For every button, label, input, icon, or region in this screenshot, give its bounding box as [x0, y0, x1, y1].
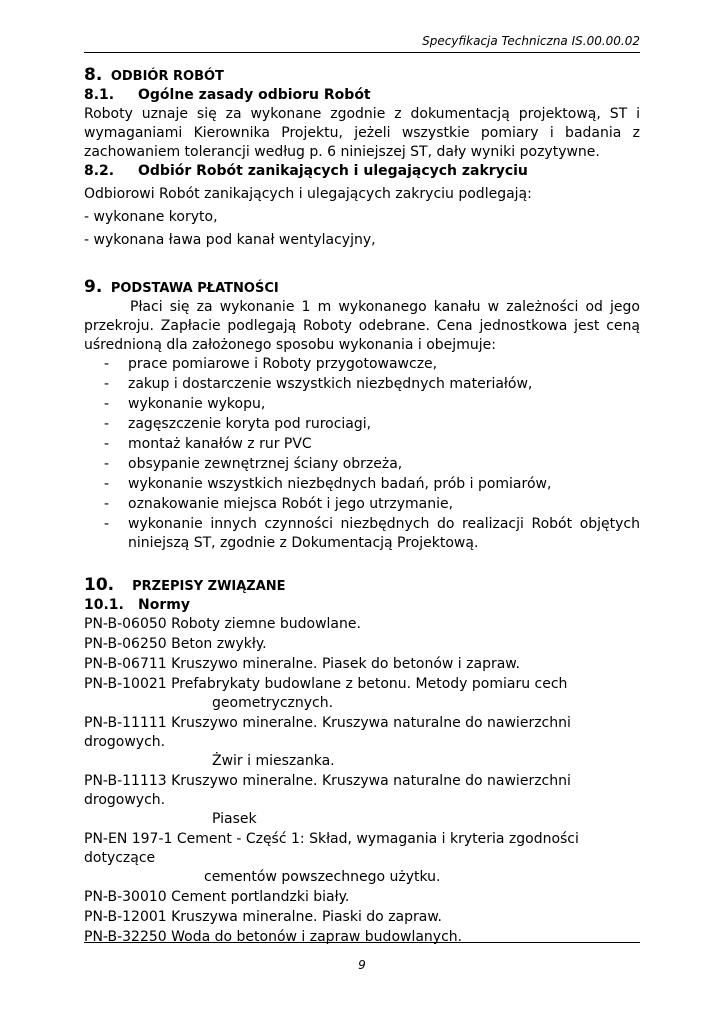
- norm-line: PN-B-11113 Kruszywo mineralne. Kruszywa naturalne do nawierzchni drogowych.: [84, 773, 571, 808]
- section-10-1-heading: [84, 596, 640, 615]
- section-8-number: 8.: [84, 65, 103, 85]
- section-8-2-intro: Odbiorowi Robót zanikających i ulegających zakryciu podlegają:: [84, 186, 532, 202]
- document-body: [84, 66, 640, 948]
- norm-line: PN-B-06711 Kruszywo mineralne. Piasek do betonów i zapraw.: [84, 656, 520, 672]
- norm-entry: [84, 714, 640, 771]
- norm-line: PN-B-30010 Cement portlandzki biały.: [84, 889, 350, 905]
- norm-continuation: geometrycznych.: [212, 695, 334, 711]
- norm-entry: [84, 772, 640, 829]
- norm-entry: [84, 928, 640, 947]
- section-8-1-title: Ogólne zasady odbioru Robót: [138, 87, 371, 103]
- norm-entry: [84, 675, 640, 713]
- norm-entry: [84, 635, 640, 654]
- cost-items-list: [84, 355, 640, 553]
- section-8-heading: [84, 66, 640, 86]
- section-10-number: 10.: [84, 575, 115, 595]
- list-item: - oznakowanie miejsca Robót i jego utrzymanie,: [84, 495, 640, 514]
- list-item: - montaż kanałów z rur PVC: [84, 435, 640, 454]
- norm-entry: [84, 908, 640, 927]
- list-item: - wykonanie innych czynności niezbędnych do realizacji Robót objętych niniejszą ST, zgodnie z Dokumentacją Projektową.: [84, 515, 640, 553]
- section-10-1-title: Normy: [138, 597, 190, 613]
- section-8-2-number: 8.2.: [84, 163, 115, 179]
- section-10-heading: [84, 576, 640, 596]
- section-10-title: PRZEPISY ZWIĄZANE: [132, 579, 286, 594]
- norm-line: PN-B-12001 Kruszywa mineralne. Piaski do zapraw.: [84, 909, 442, 925]
- section-8-1-heading: [84, 86, 640, 105]
- section-9-title: PODSTAWA PŁATNOŚCI: [110, 281, 279, 296]
- section-8-1-number: 8.1.: [84, 87, 115, 103]
- section-9-intro: Płaci się za wykonanie 1 m wykonanego kanału w zależności od jego przekroju. Zapłacie podlegają Roboty odebrane. Cena jednostkowa jest ceną uśrednioną dla założonego sposobu wykonania i obejmuje:: [84, 299, 640, 353]
- norm-line: PN-B-06050 Roboty ziemne budowlane.: [84, 616, 361, 632]
- list-item: - wykonanie wykopu,: [84, 395, 640, 414]
- list-item: - wykonane koryto,: [84, 209, 218, 225]
- norm-line: PN-B-32250 Woda do betonów i zapraw budowlanych.: [84, 929, 463, 945]
- header-divider: [84, 52, 640, 53]
- norm-line: PN-B-11111 Kruszywo mineralne. Kruszywa naturalne do nawierzchni drogowych.: [84, 715, 571, 750]
- norm-continuation: cementów powszechnego użytku.: [204, 869, 441, 885]
- page-number: 9: [358, 958, 366, 972]
- list-item: - obsypanie zewnętrznej ściany obrzeża,: [84, 455, 640, 474]
- list-item: - wykonanie wszystkich niezbędnych badań, prób i pomiarów,: [84, 475, 640, 494]
- norm-continuation: Żwir i mieszanka.: [212, 753, 335, 769]
- section-9-heading: [84, 278, 640, 298]
- section-8-2-heading: [84, 162, 640, 181]
- norm-entry: [84, 888, 640, 907]
- section-8-title: ODBIÓR ROBÓT: [110, 69, 224, 84]
- section-9-number: 9.: [84, 277, 103, 297]
- list-item: - prace pomiarowe i Roboty przygotowawcze,: [84, 355, 640, 374]
- section-8-1-text: Roboty uznaje się za wykonane zgodnie z dokumentacją projektową, ST i wymaganiami Kierownika Projektu, jeżeli wszystkie pomiary i badania z zachowaniem tolerancji według p. 6 niniejszej ST, dały wyniki pozytywne.: [84, 106, 640, 160]
- norm-entry: [84, 615, 640, 634]
- norm-entry: [84, 830, 640, 887]
- list-item: - wykonana ława pod kanał wentylacyjny,: [84, 232, 376, 248]
- norm-line: PN-EN 197-1 Cement - Część 1: Skład, wymagania i kryteria zgodności dotyczące: [84, 831, 579, 866]
- norm-line: PN-B-10021 Prefabrykaty budowlane z betonu. Metody pomiaru cech: [84, 676, 568, 692]
- footer-divider: [84, 942, 640, 943]
- norm-continuation: Piasek: [212, 811, 257, 827]
- norm-entry: [84, 655, 640, 674]
- page-header: Specyfikacja Techniczna IS.00.00.02: [422, 34, 640, 48]
- section-10-1-number: 10.1.: [84, 597, 124, 613]
- list-item: - zakup i dostarczenie wszystkich niezbędnych materiałów,: [84, 375, 640, 394]
- norm-line: PN-B-06250 Beton zwykły.: [84, 636, 267, 652]
- section-8-2-title: Odbiór Robót zanikających i ulegających zakryciu: [138, 163, 528, 179]
- list-item: - zagęszczenie koryta pod rurociagi,: [84, 415, 640, 434]
